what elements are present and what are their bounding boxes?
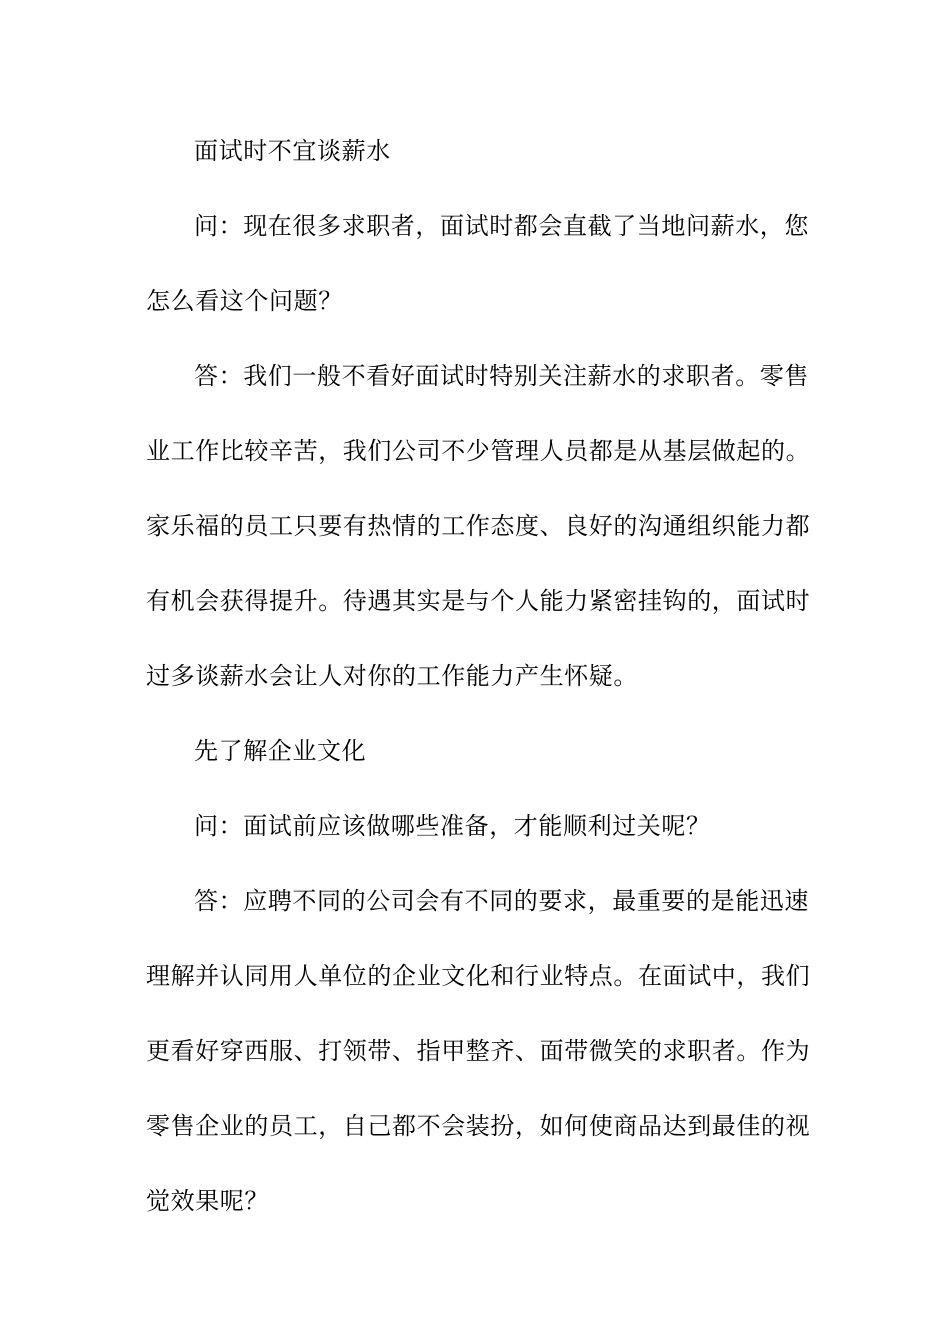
answer-paragraph-line: 家乐福的员工只要有热情的工作态度、良好的沟通组织能力都 — [146, 512, 811, 540]
answer-paragraph-line: 觉效果呢？ — [146, 1187, 269, 1215]
document-body — [146, 126, 811, 1251]
question-paragraph-line: 问：现在很多求职者，面试时都会直截了当地问薪水，您 — [194, 212, 809, 240]
answer-paragraph-line: 更看好穿西服、打领带、指甲整齐、面带微笑的求职者。作为 — [146, 1037, 811, 1065]
section-heading-salary: 面试时不宜谈薪水 — [194, 137, 391, 165]
question-paragraph-line: 怎么看这个问题？ — [146, 287, 343, 315]
answer-paragraph-line: 零售企业的员工，自己都不会装扮，如何使商品达到最佳的视 — [146, 1112, 811, 1140]
answer-paragraph-line: 业工作比较辛苦，我们公司不少管理人员都是从基层做起的。 — [146, 437, 811, 465]
answer-paragraph-line: 过多谈薪水会让人对你的工作能力产生怀疑。 — [146, 662, 638, 690]
answer-paragraph-line: 答：我们一般不看好面试时特别关注薪水的求职者。零售 — [194, 362, 809, 390]
answer-paragraph-line: 理解并认同用人单位的企业文化和行业特点。在面试中，我们 — [146, 962, 811, 990]
answer-paragraph-line: 有机会获得提升。待遇其实是与个人能力紧密挂钩的，面试时 — [146, 587, 811, 615]
section-heading-culture: 先了解企业文化 — [194, 737, 367, 765]
question-paragraph-line: 问：面试前应该做哪些准备，才能顺利过关呢？ — [194, 812, 711, 840]
answer-paragraph-line: 答：应聘不同的公司会有不同的要求，最重要的是能迅速 — [194, 887, 809, 915]
